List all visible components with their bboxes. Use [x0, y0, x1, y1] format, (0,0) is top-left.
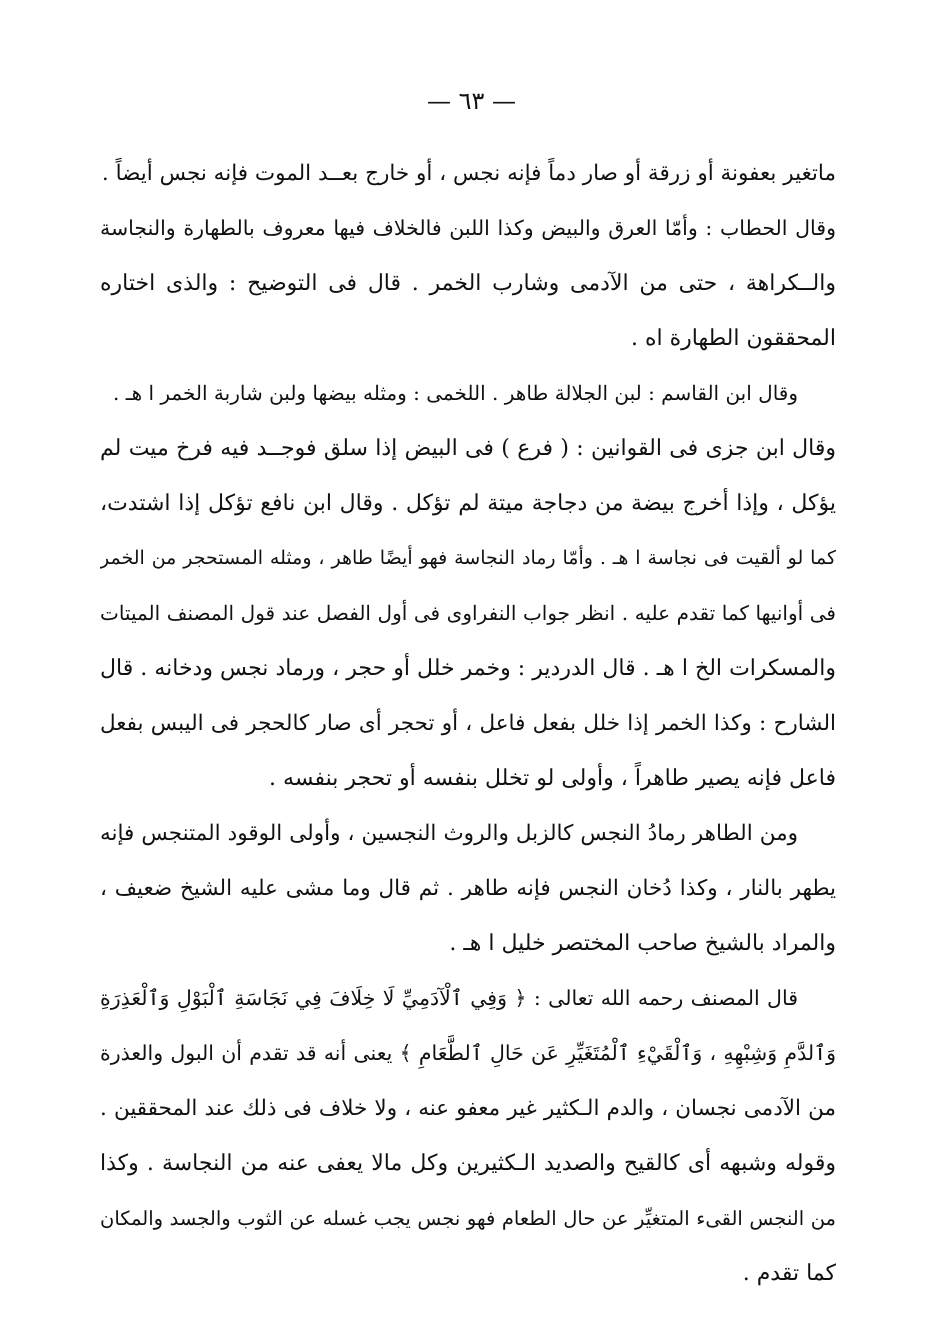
text-line: الشارح : وكذا الخمر إذا خلل بفعل فاعل ، أو تحجر أى صار كالحجر فى اليبس بفعل: [100, 711, 836, 736]
text-line: وقال الحطاب : وأمّا العرق والبيض وكذا اللبن فالخلاف فيها معروف بالطهارة والنجاسة: [100, 216, 836, 240]
text-line: وقال ابن جزى فى القوانين : ( فرع ) فى البيض إذا سلق فوجــد فيه فرخ ميت لم: [100, 436, 836, 461]
text-line: ماتغير بعفونة أو زرقة أو صار دماً فإنه نجس ، أو خارج بعــد الموت فإنه نجس أيضاً .: [101, 161, 836, 186]
text-line: والــكراهة ، حتى من الآدمى وشارب الخمر . قال فى التوضيح : والذى اختاره: [100, 271, 836, 296]
text-line: وَٱلدَّمِ وَشِبْهِهِ ، وَٱلْقَيْءِ ٱلْمُتَغَيِّرِ عَن حَالِ ٱلطَّعَامِ ﴾ يعنى أنه قد تقدم أن البول والعذرة: [100, 1041, 836, 1065]
text-line: يطهر بالنار ، وكذا دُخان النجس فإنه طاهر . ثم قال وما مشى عليه الشيخ ضعيف ،: [100, 876, 836, 901]
text-line: من الآدمى نجسان ، والدم الـكثير غير معفو عنه ، ولا خلاف فى ذلك عند المحققين .: [100, 1096, 836, 1121]
body-text: [100, 146, 836, 1301]
text-line: فى أوانيها كما تقدم عليه . انظر جواب النفراوى فى أول الفصل عند قول المصنف الميتات: [100, 601, 836, 625]
page-number: — ٦٣ —: [426, 87, 517, 115]
text-line: فاعل فإنه يصير طاهراً ، وأولى لو تخلل بنفسه أو تحجر بنفسه .: [269, 766, 836, 791]
text-line: ومن الطاهر رمادُ النجس كالزبل والروث النجسين ، وأولى الوقود المتنجس فإنه: [100, 821, 798, 846]
text-line: قال المصنف رحمه الله تعالى : ﴿ وَفِي ٱلْآدَمِيِّ لَا خِلَافَ فِي نَجَاسَةِ ٱلْبَوْلِ وَٱلْعَذِرَةِ: [100, 986, 798, 1010]
text-line: كما لو ألقيت فى نجاسة ا هـ . وأمّا رماد النجاسة فهو أيضًا طاهر ، ومثله المستحجر من الخمر: [100, 547, 836, 569]
text-line: والمراد بالشيخ صاحب المختصر خليل ا هـ .: [449, 931, 836, 956]
text-line: وقوله وشبهه أى كالقيح والصديد الـكثيرين وكل مالا يعفى عنه من النجاسة . وكذا: [100, 1151, 836, 1176]
text-line: من النجس القىء المتغيِّر عن حال الطعام فهو نجس يجب غسله عن الثوب والجسد والمكان: [100, 1207, 836, 1230]
text-line: والمسكرات الخ ا هـ . قال الدردير : وخمر خلل أو حجر ، ورماد نجس ودخانه . قال: [100, 656, 836, 681]
text-line: وقال ابن القاسم : لبن الجلالة طاهر . اللخمى : ومثله بيضها ولبن شاربة الخمر ا هـ .: [113, 381, 798, 405]
text-line: كما تقدم .: [742, 1261, 836, 1286]
text-line: يؤكل ، وإذا أخرج بيضة من دجاجة ميتة لم تؤكل . وقال ابن نافع تؤكل إذا اشتدت،: [100, 491, 836, 516]
text-line: المحققون الطهارة اه .: [631, 326, 836, 351]
